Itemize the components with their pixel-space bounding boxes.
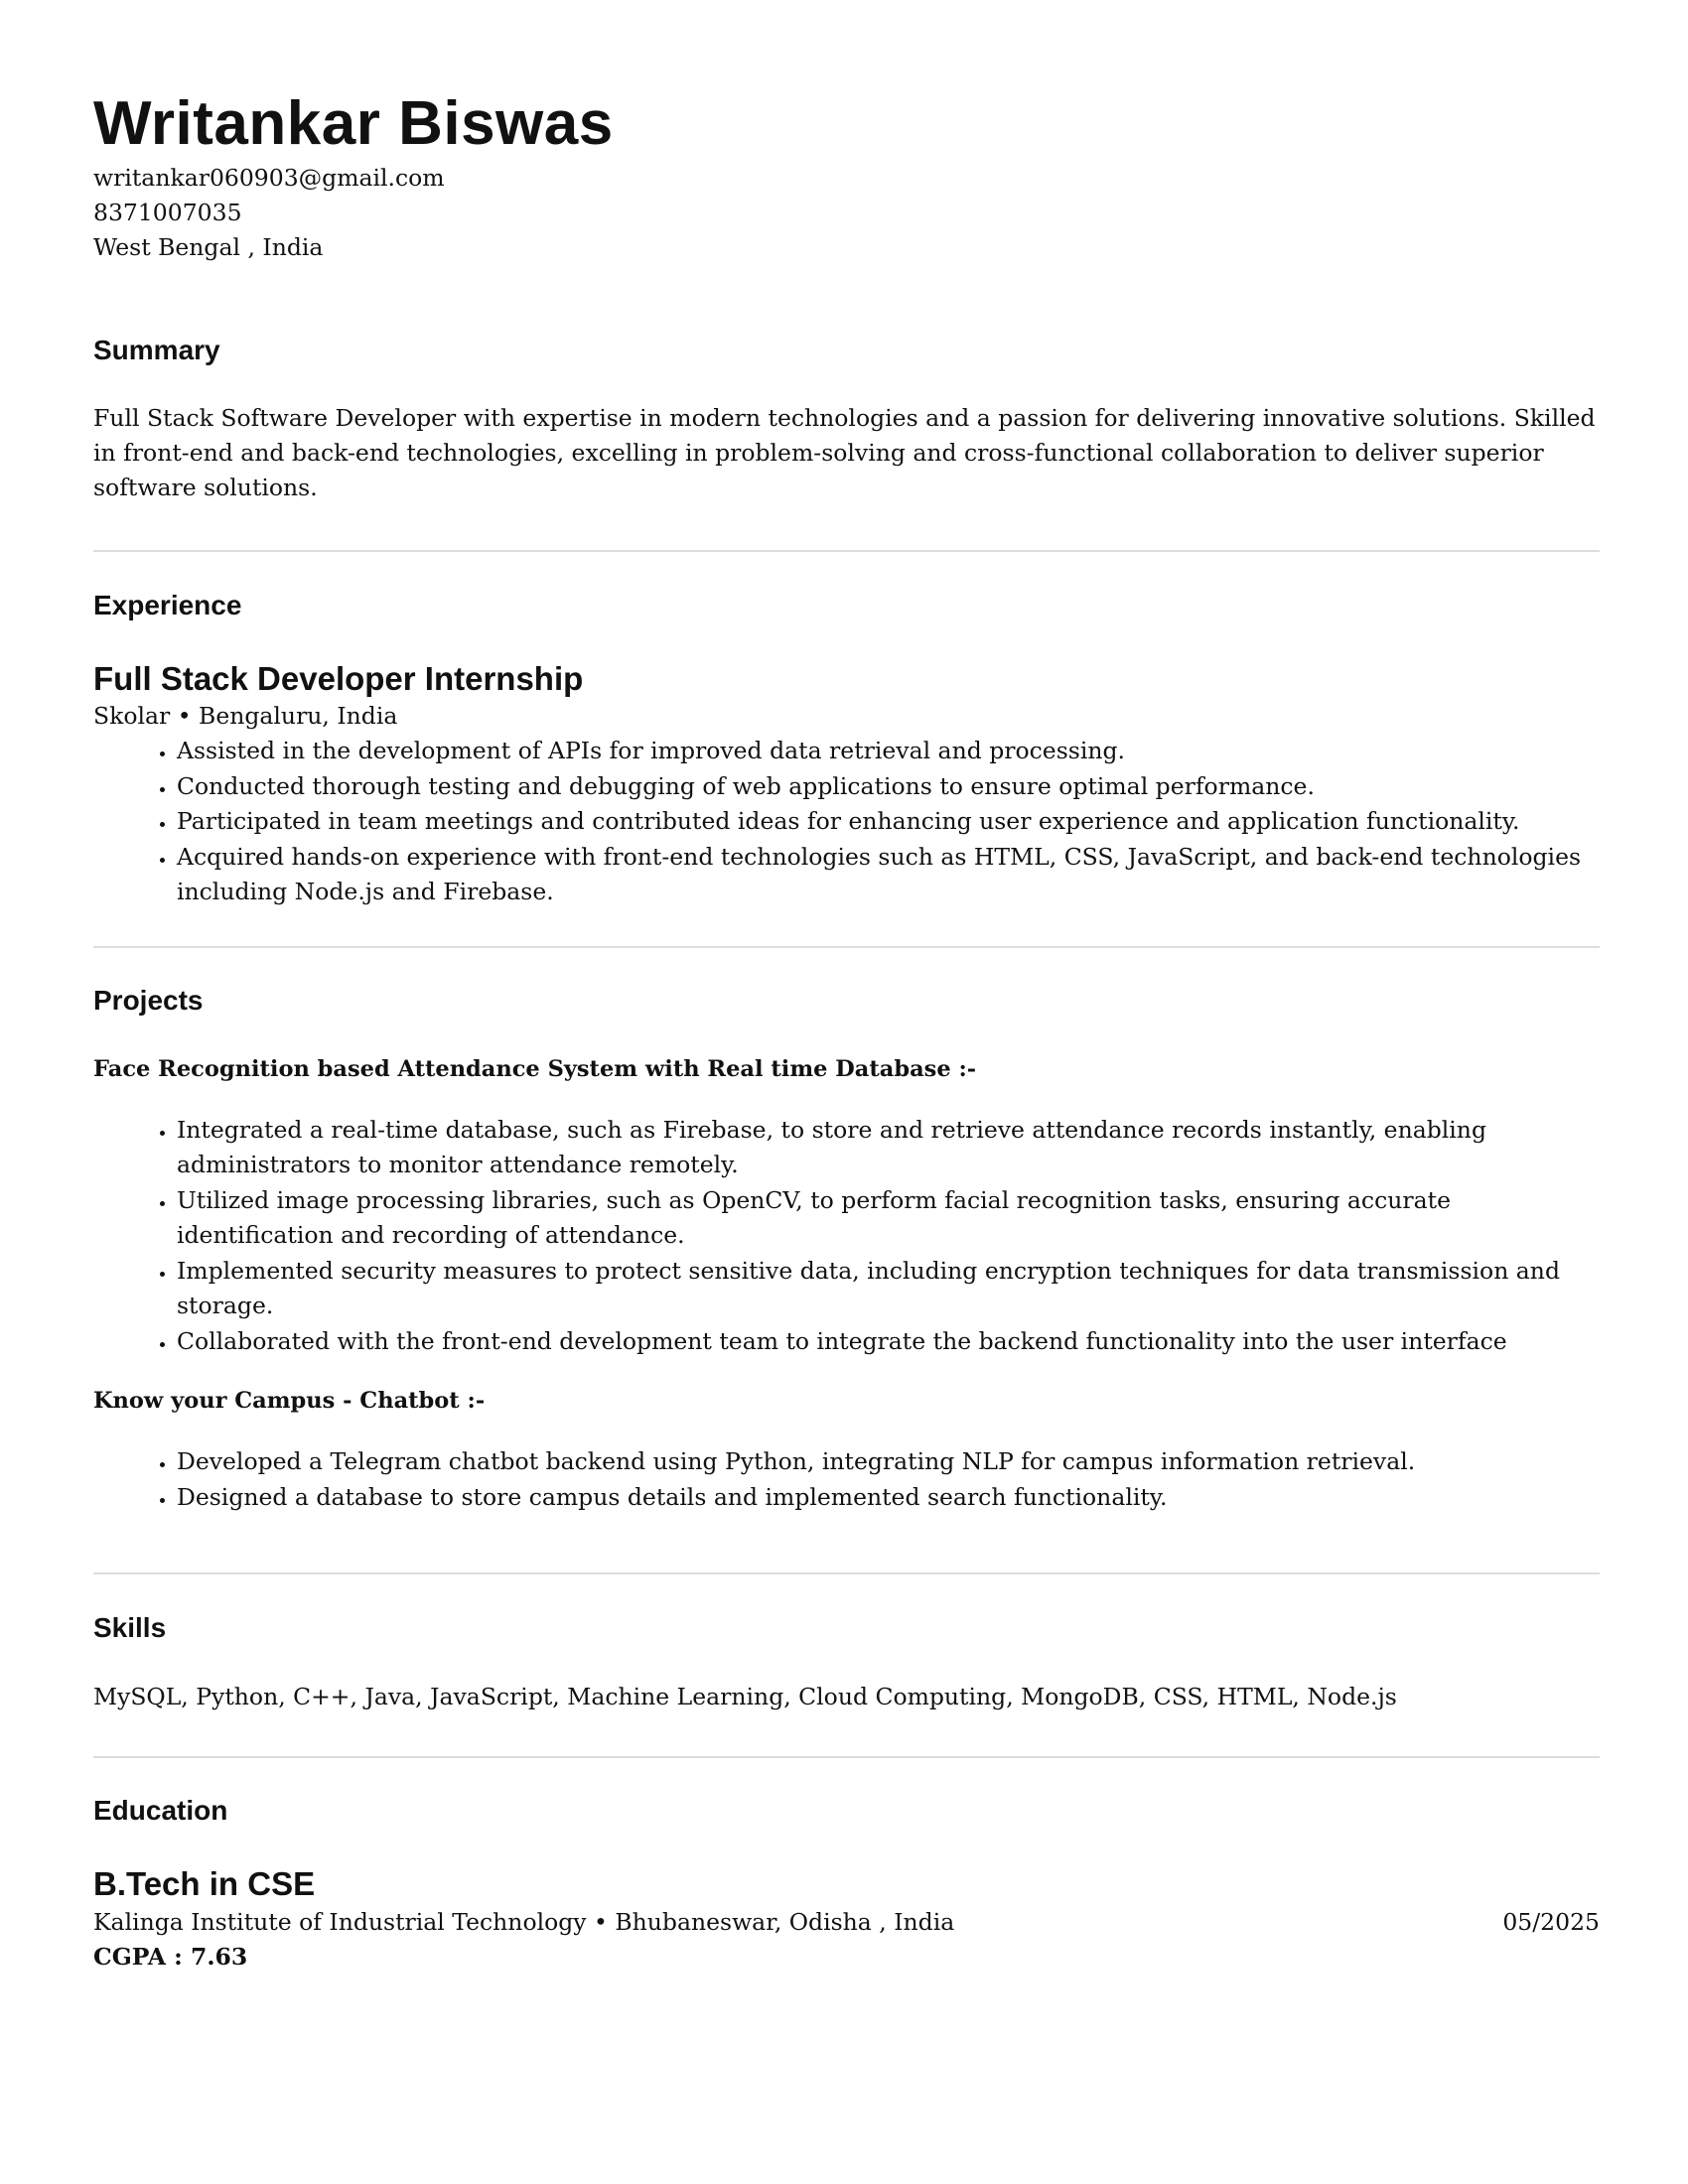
project-bullets (93, 1444, 1600, 1515)
summary-heading: Summary (93, 335, 220, 365)
project-title: Know your Campus - Chatbot :- (93, 1388, 486, 1414)
divider (93, 1572, 1600, 1574)
job-company: Skolar • Bengaluru, India (93, 702, 398, 730)
list-item: • Participated in team meetings and contributed ideas for enhancing user experience and application functionality. (177, 804, 1600, 840)
list-item: • Acquired hands-on experience with front-end technologies such as HTML, CSS, JavaScript, and back-end technologies including Node.js and Firebase. (177, 840, 1600, 910)
institution: Kalinga Institute of Industrial Technology • Bhubaneswar, Odisha , India (93, 1908, 955, 1936)
divider (93, 1756, 1600, 1758)
project-bullets (93, 1113, 1600, 1360)
experience-heading: Experience (93, 590, 242, 620)
summary-text: Full Stack Software Developer with expertise in modern technologies and a passion for delivering innovative solutions. Skilled in front-end and back-end technologies, excelling in problem-solving and cross-functional collaboration to deliver superior software solutions. (93, 404, 1596, 501)
list-item: • Implemented security measures to protect sensitive data, including encryption techniques for data transmission and storage. (177, 1254, 1600, 1324)
cgpa: CGPA : 7.63 (93, 1943, 248, 1971)
contact-info (93, 161, 1600, 265)
email: writankar060903@gmail.com (93, 164, 445, 192)
phone: 8371007035 (93, 199, 242, 226)
list-item: • Conducted thorough testing and debugging of web applications to ensure optimal performance. (177, 769, 1600, 805)
job-title: Full Stack Developer Internship (93, 660, 584, 697)
divider (93, 550, 1600, 552)
project-title: Face Recognition based Attendance System with Real time Database :- (93, 1055, 977, 1082)
degree: B.Tech in CSE (93, 1865, 316, 1902)
list-item: • Collaborated with the front-end development team to integrate the backend functionality into the user interface (177, 1324, 1600, 1360)
list-item: • Designed a database to store campus details and implemented search functionality. (177, 1480, 1600, 1516)
list-item: • Integrated a real-time database, such as Firebase, to store and retrieve attendance records instantly, enabling administrators to monitor attendance remotely. (177, 1113, 1600, 1183)
list-item: • Assisted in the development of APIs for improved data retrieval and processing. (177, 734, 1600, 769)
graduation-date: 05/2025 (1502, 1908, 1600, 1936)
candidate-name: Writankar Biswas (93, 89, 614, 158)
resume-page (93, 0, 1600, 1975)
skills-text: MySQL, Python, C++, Java, JavaScript, Machine Learning, Cloud Computing, MongoDB, CSS, HTML, Node.js (93, 1683, 1397, 1710)
skills-heading: Skills (93, 1612, 167, 1643)
divider (93, 946, 1600, 948)
list-item: • Utilized image processing libraries, such as OpenCV, to perform facial recognition tasks, ensuring accurate identification and recording of attendance. (177, 1183, 1600, 1254)
projects-heading: Projects (93, 984, 204, 1016)
location: West Bengal , India (93, 233, 324, 261)
education-heading: Education (93, 1795, 228, 1826)
education-row (93, 1904, 1600, 1940)
list-item: • Developed a Telegram chatbot backend using Python, integrating NLP for campus information retrieval. (177, 1444, 1600, 1480)
experience-bullets (93, 734, 1600, 910)
